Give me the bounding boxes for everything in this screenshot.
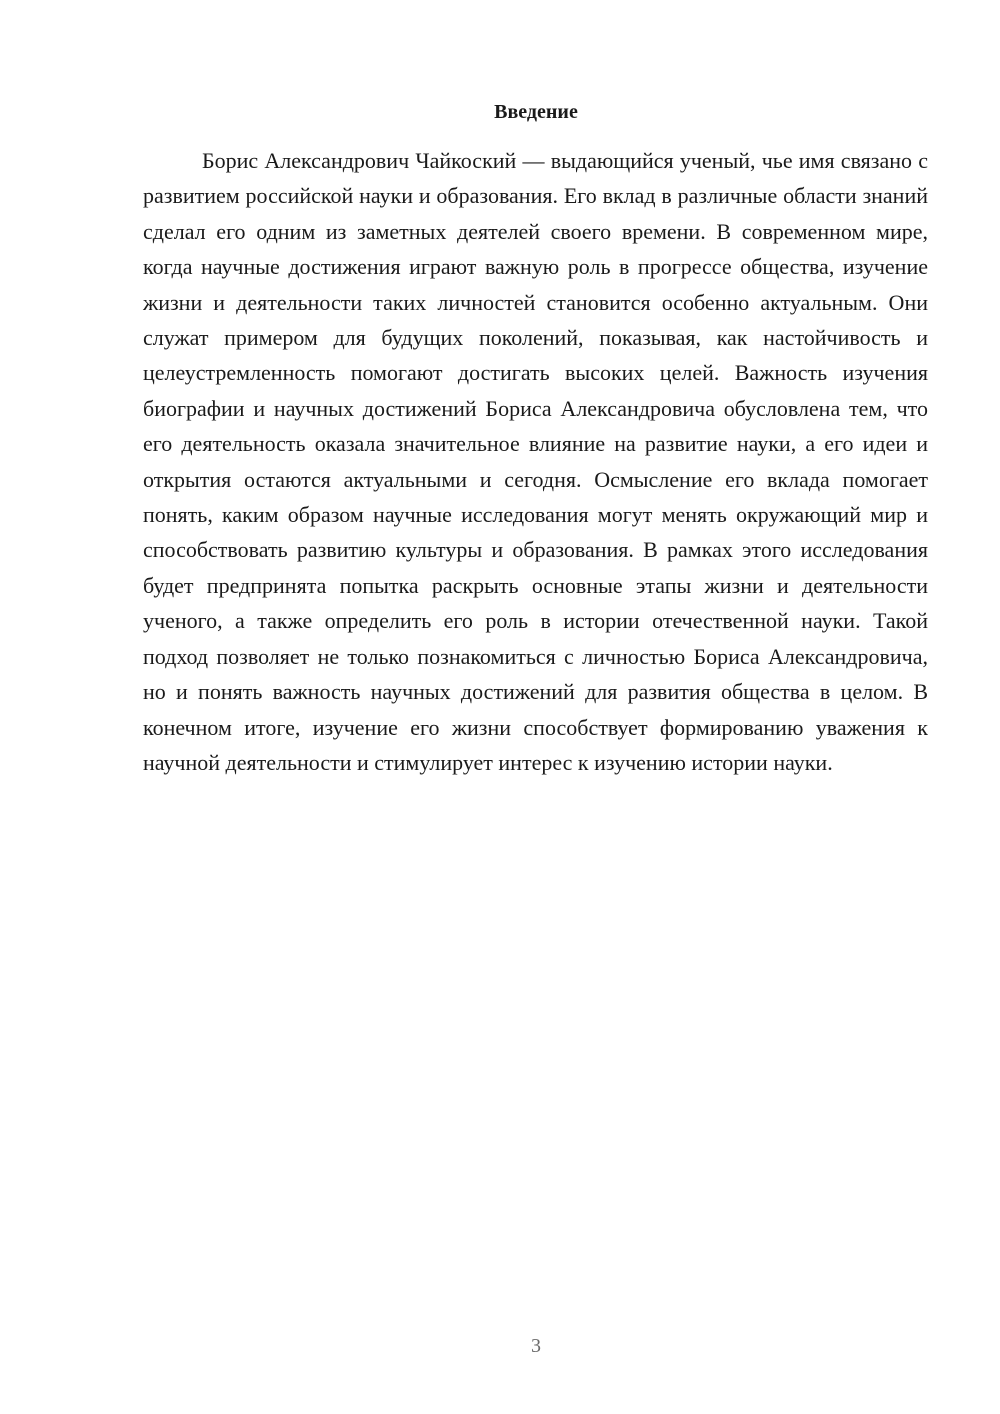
body-paragraph: Борис Александрович Чайкоский — выдающийся ученый, чье имя связано с развитием российской науки и образования. Его вклад в различные области знаний сделал его одним из заметных деятелей своего времени. В современном мире, когда научные достижения играют важную роль в прогрессе общества, изучение жизни и деятельности таких личностей становится особенно актуальным. Они служат примером для будущих поколений, показывая, как настойчивость и целеустремленность помогают достигать высоких целей. Важность изучения биографии и научных достижений Бориса Александровича обусловлена тем, что его деятельность оказала значительное влияние на развитие науки, а его идеи и открытия остаются актуальными и сегодня. Осмысление его вклада помогает понять, каким образом научные исследования могут менять окружающий мир и способствовать развитию культуры и образования. В рамках этого исследования будет предпринята попытка раскрыть основные этапы жизни и деятельности ученого, а также определить его роль в истории отечественной науки. Такой подход позволяет не только познакомиться с личностью Бориса Александровича, но и понять важность научных достижений для развития общества в целом. В конечном итоге, изучение его жизни способствует формированию уважения к научной деятельности и стимулирует интерес к изучению истории науки. — [143, 148, 928, 775]
page-number: 3 — [531, 1335, 541, 1357]
section-heading: Введение — [494, 101, 578, 123]
